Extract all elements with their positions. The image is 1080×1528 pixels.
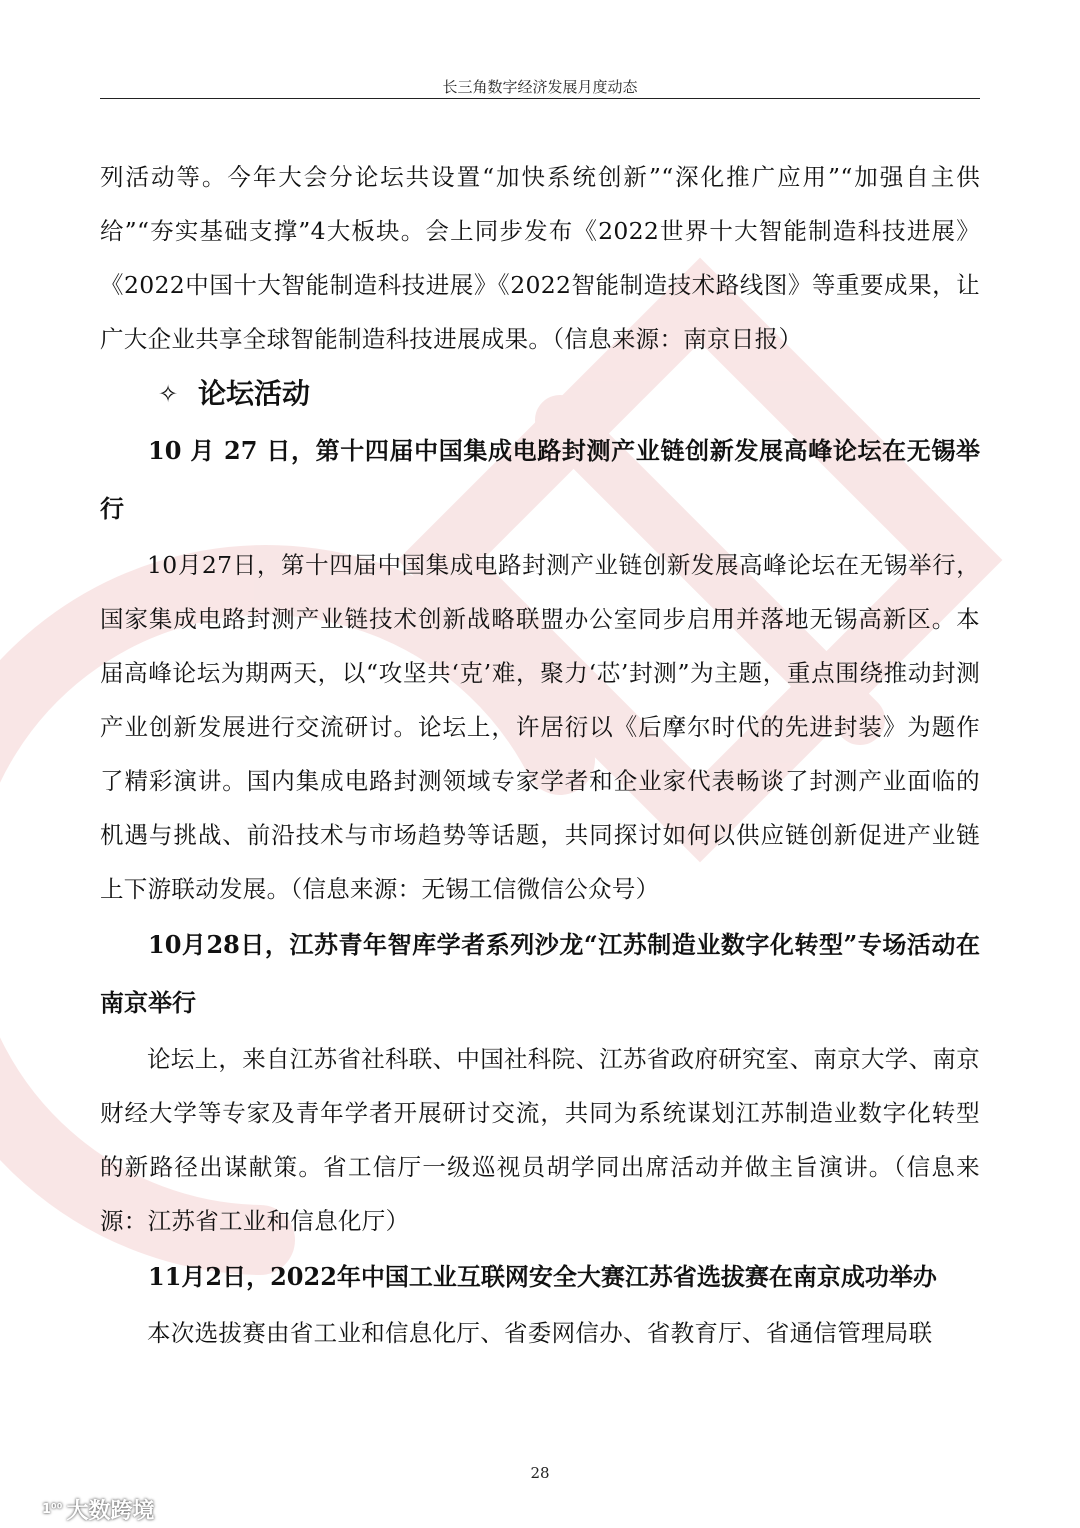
news-title-2: 10月28日，江苏青年智库学者系列沙龙“江苏制造业数字化转型”专场活动在南京举行: [100, 930, 980, 1017]
header-divider: [100, 98, 980, 99]
brand-logo-mark: 1⁰⁰: [42, 1502, 63, 1517]
news-body-2: 论坛上，来自江苏省社科联、中国社科院、江苏省政府研究室、南京大学、南京财经大学等专家及青年学者开展研讨交流，共同为系统谋划江苏制造业数字化转型的新路径出谋献策。省工信厅一级巡视员胡学同出席活动并做主旨演讲。（信息来源：江苏省工业和信息化厅）: [100, 1045, 980, 1235]
news-body-1: 10月27日，第十四届中国集成电路封测产业链创新发展高峰论坛在无锡举行，国家集成电路封测产业链技术创新战略联盟办公室同步启用并落地无锡高新区。本届高峰论坛为期两天，以“攻坚共‘克’难，聚力‘芯’封测”为主题，重点围绕推动封测产业创新发展进行交流研讨。论坛上，许居衍以《后摩尔时代的先进封装》为题作了精彩演讲。国内集成电路封测领域专家学者和企业家代表畅谈了封测产业面临的机遇与挑战、前沿技术与市场趋势等话题，共同探讨如何以供应链创新促进产业链上下游联动发展。（信息来源：无锡工信微信公众号）: [100, 551, 980, 903]
diamond-bullet-icon: ✧: [158, 380, 179, 408]
brand-watermark: [10, 1494, 154, 1525]
news-body-3: 本次选拔赛由省工业和信息化厅、省委网信办、省教育厅、省通信管理局联: [147, 1319, 933, 1347]
running-header: 长三角数字经济发展月度动态: [442, 78, 638, 96]
news-title-1: 10 月 27 日，第十四届中国集成电路封测产业链创新发展高峰论坛在无锡举行: [100, 436, 980, 523]
page-number: 28: [530, 1464, 550, 1482]
brand-name: 大数跨境: [66, 1499, 155, 1524]
weibo-icon: [10, 1498, 40, 1522]
news-title-3: 11月2日，2022年中国工业互联网安全大赛江苏省选拔赛在南京成功举办: [148, 1262, 937, 1291]
page-body: [100, 150, 980, 1360]
intro-paragraph: 列活动等。今年大会分论坛共设置“加快系统创新”“深化推广应用”“加强自主供给”“夯实基础支撑”4大板块。会上同步发布《2022世界十大智能制造科技进展》《2022中国十大智能制造科技进展》《2022智能制造技术路线图》等重要成果，让广大企业共享全球智能制造科技进展成果。（信息来源：南京日报）: [100, 163, 980, 353]
section-title: 论坛活动: [198, 377, 311, 410]
section-heading: [100, 366, 980, 422]
